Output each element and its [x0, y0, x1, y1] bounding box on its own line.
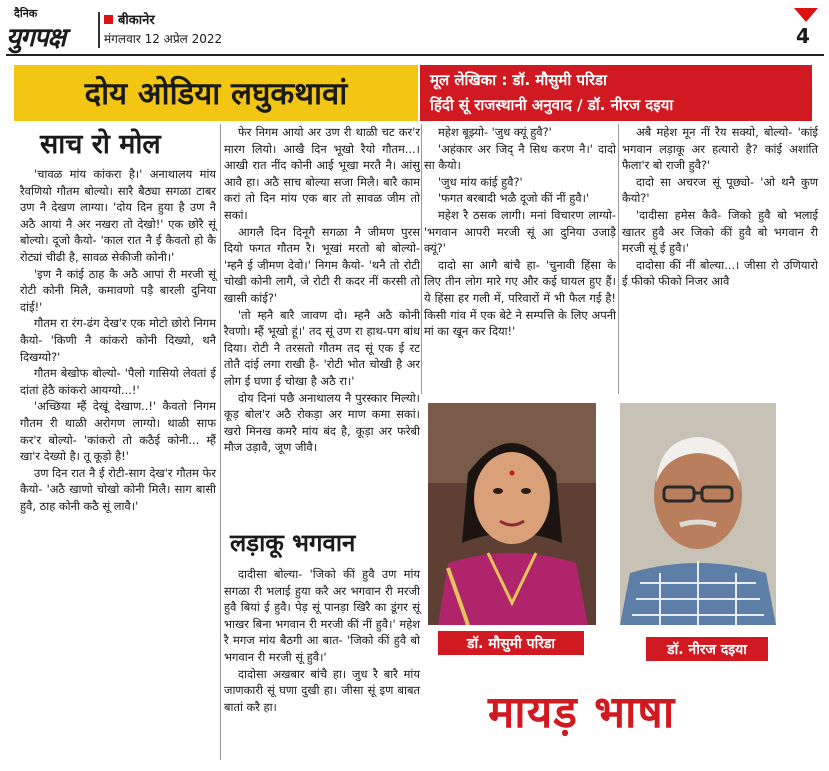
paragraph: 'अहंकार अर जिद् नै सिध करण नै।' दादो सा कैयो।	[424, 141, 616, 173]
city-name: बीकानेर	[118, 13, 155, 28]
main-title: दोय ओडिया लघुकथावां	[84, 76, 348, 112]
story-1-title: साच रो मोल	[40, 129, 161, 160]
paper-name-small: दैनिक	[14, 7, 38, 20]
translator-credit: हिंदी सूं राजस्थानी अनुवाद / डॉ. नीरज दइया	[430, 96, 674, 114]
paper-name: युगपक्ष	[6, 23, 66, 53]
paragraph: दादीसा बोल्या- 'जिको कीं हुवै उण मांय सगळा री भलाई हुया करै अर भगवान री मरजी हुवै बियां ई हुवै। पेड़ सूं पानड़ा खिरै का डूंगर सूं भाखर बिना भगवान री मरजी कीं नीं हुवै।' महेश रै मगज मांय बैठगी आ बात- 'जिको कीं हुवै बो भगवान री मरजी सूं हुवै।'	[224, 567, 420, 664]
paragraph: अबै महेश मून नीं रैय सक्यो, बोल्यो- 'कांई भगवान लड़ाकू अर हत्यारो है? कांई अशांति फैला'र बो राजी हुवै?'	[622, 125, 818, 173]
paragraph: 'तो म्हनै बारै जावण दो। म्हनै अठै कोनी रैवणो। म्हैं भूखो हूं।' तद सूं उण रा हाथ-पग बांध दिया। रोटी नै तरसतो गौतम तद सूं एक ई रट तोतै दांई लगा राखी है- 'रोटी भोत चोखी है अर लोग ई घणा ई चोखा है अठै रा।'	[224, 307, 420, 388]
translator-portrait-icon	[620, 403, 776, 625]
column-separator	[220, 124, 221, 760]
author-photo-caption: डॉ. मौसुमी परिडा	[438, 631, 584, 655]
paragraph: दोय दिनां पछै अनाथालय नै पुरस्कार मिल्यो। कूड़ बोल'र अठै रोकड़ा अर माण कमा सकां। खरो मिनख कमरै मांय बंद है, कूड़ा अर फरेबी मौज उड़ावै, जूण जीवै।	[224, 390, 420, 455]
city-row	[104, 10, 155, 28]
paragraph: 'अच्छिया म्हैं देखूं देखाण..!' कैवतो निगम गौतम री थाळी अरोगण लाग्यो। थाळी साफ कर'र बोल्यो- 'कांकरो तो कठैई कोनी... म्हैं खा'र देख्यो है। तू कूड़ो है!'	[20, 399, 216, 464]
translator-photo	[620, 403, 776, 625]
paragraph: महेश बूझ्यो- 'जुध क्यूं हुवै?'	[438, 125, 552, 139]
paragraph: फेर निगम आयो अर उण री थाळी चट कर'र मारग लियो। आखै दिन भूखो रैयो गौतम...। आखी रात नींद कोनी आई भूखा मरतै नै। आंसु आवै हा। अठै साच बोल्या सजा मिलै। बारै काम करां तो दिन मांय एक बार तो सावळ जीम तो सकां।	[224, 125, 420, 222]
header-rule	[6, 54, 824, 56]
story-1-column-1	[20, 166, 216, 514]
paragraph: दादो सा आगै बांचै हा- 'चुनावी हिंसा के लिए तीन लोग मारे गए और कई घायल हुए हैं। ये हिंसा हर गली में, परिवारों में भी फैल गई है! किसी गांव में एक बेटे ने सम्पत्ति के लिए अपनी मां का खून कर दिया!'	[424, 257, 616, 339]
page-number: 4	[796, 24, 810, 48]
paragraph: 'दादीसा हमेस कैवै- जिको हुवै बो भलाई खातर हुवै अर जिको कीं हुवै बो भगवान री मरजी सूं ई हुवै।'	[622, 207, 818, 256]
paragraph: 'चावळ मांय कांकरा है।' अनाथालय मांय रैवणियो गौतम बोल्यो। सारै बैठ्या सगळा टाबर उण नै देखण लाग्या। 'दोय दिन हुया है उण नै अठै आयां नै अर नखरा तो देखो!' एक छोरै सूं बोल्यो। दूजो कैयो- 'काल रात नै ई कैवतो हो कै रोट्यां चीढी है, सावळ सेकीजी कोनी।'	[20, 167, 216, 264]
paragraph: आगलै दिन दिनूगै सगळा नै जीमण पुरस दियो फगत गौतम रै। भूखां मरतो बो बोल्यो- 'म्हनै ई जीमण देवो।' निगम कैयो- 'थनै तो रोटी चोखी कोनी लागै, जे रोटी री कदर नीं करसी तो खासी कांई?'	[224, 224, 420, 305]
story-1-column-2	[224, 124, 420, 456]
author-portrait-icon	[428, 403, 596, 625]
author-photo	[428, 403, 596, 625]
paragraph: 'जुध मांय कांई हुवै?'	[438, 174, 523, 189]
story-2-column-1	[224, 566, 420, 715]
column-separator	[618, 124, 619, 394]
triangle-marker-icon	[794, 8, 818, 22]
paragraph: गौतम रा रंग-ढंग देख'र एक मोटो छोरो निगम कैयो- 'किणी नै कांकरो कोनी दिख्यो, थनै दिखग्यो?'	[20, 316, 216, 364]
story-2-column-2	[424, 124, 616, 340]
paragraph: दादो सा अचरज सूं पूछ्यो- 'ओ थनै कुण कैयो?'	[622, 174, 818, 206]
edition-date: मंगलवार 12 अप्रेल 2022	[104, 32, 223, 46]
column-separator	[421, 124, 422, 394]
paragraph: गौतम बेखोफ बोल्यो- 'पैलो गासियो लेवतां ई दांतां हेठै कांकरो आयग्यो...!'	[20, 366, 216, 397]
author-credit: मूल लेखिका : डॉ. मौसुमी परिडा	[430, 71, 607, 89]
square-bullet-icon	[104, 15, 113, 24]
paragraph: 'इण नै कांई ठाह कै अठै आपां री मरजी सूं रोटी कोनी मिलै, कमावणो पड़ै बारली दुनिया दांई!'	[20, 266, 216, 314]
masthead	[6, 6, 92, 56]
story-2-column-3	[622, 124, 818, 290]
paragraph: दादोसा अखबार बांचै हा। जुध रै बारै मांय जाणकारी सूं घणा दुखी हा। जीसा सूं इण बाबत बातां करै हा।	[224, 666, 420, 714]
paragraph: 'फगत बरबादी भळै दूजो कीं नीं हुवै।'	[438, 191, 590, 206]
translator-photo-caption: डॉ. नीरज दइया	[646, 637, 768, 661]
paragraph: उण दिन रात नै ई रोटी-साग देख'र गौतम फेर कैयो- 'अठै खाणो चोखो कोनी मिलै। साग बासी हुवै, ठाह कोनी कठै सूं लावै।'	[20, 465, 216, 513]
story-2-title: लड़ाकू भगवान	[230, 529, 356, 557]
paragraph: महेश रै ठसक लागी। मनां विचारण लाग्यो- 'भगवान आपरी मरजी सूं आ दुनिया उजाड़ै क्यूं?'	[424, 207, 616, 256]
section-title: मायड़ भाषा	[488, 687, 676, 738]
paragraph: दादोसा कीं नीं बोल्या...। जीसा रो उणियारो ई फीको फीको निजर आवै	[622, 257, 818, 289]
header-divider	[98, 12, 100, 48]
